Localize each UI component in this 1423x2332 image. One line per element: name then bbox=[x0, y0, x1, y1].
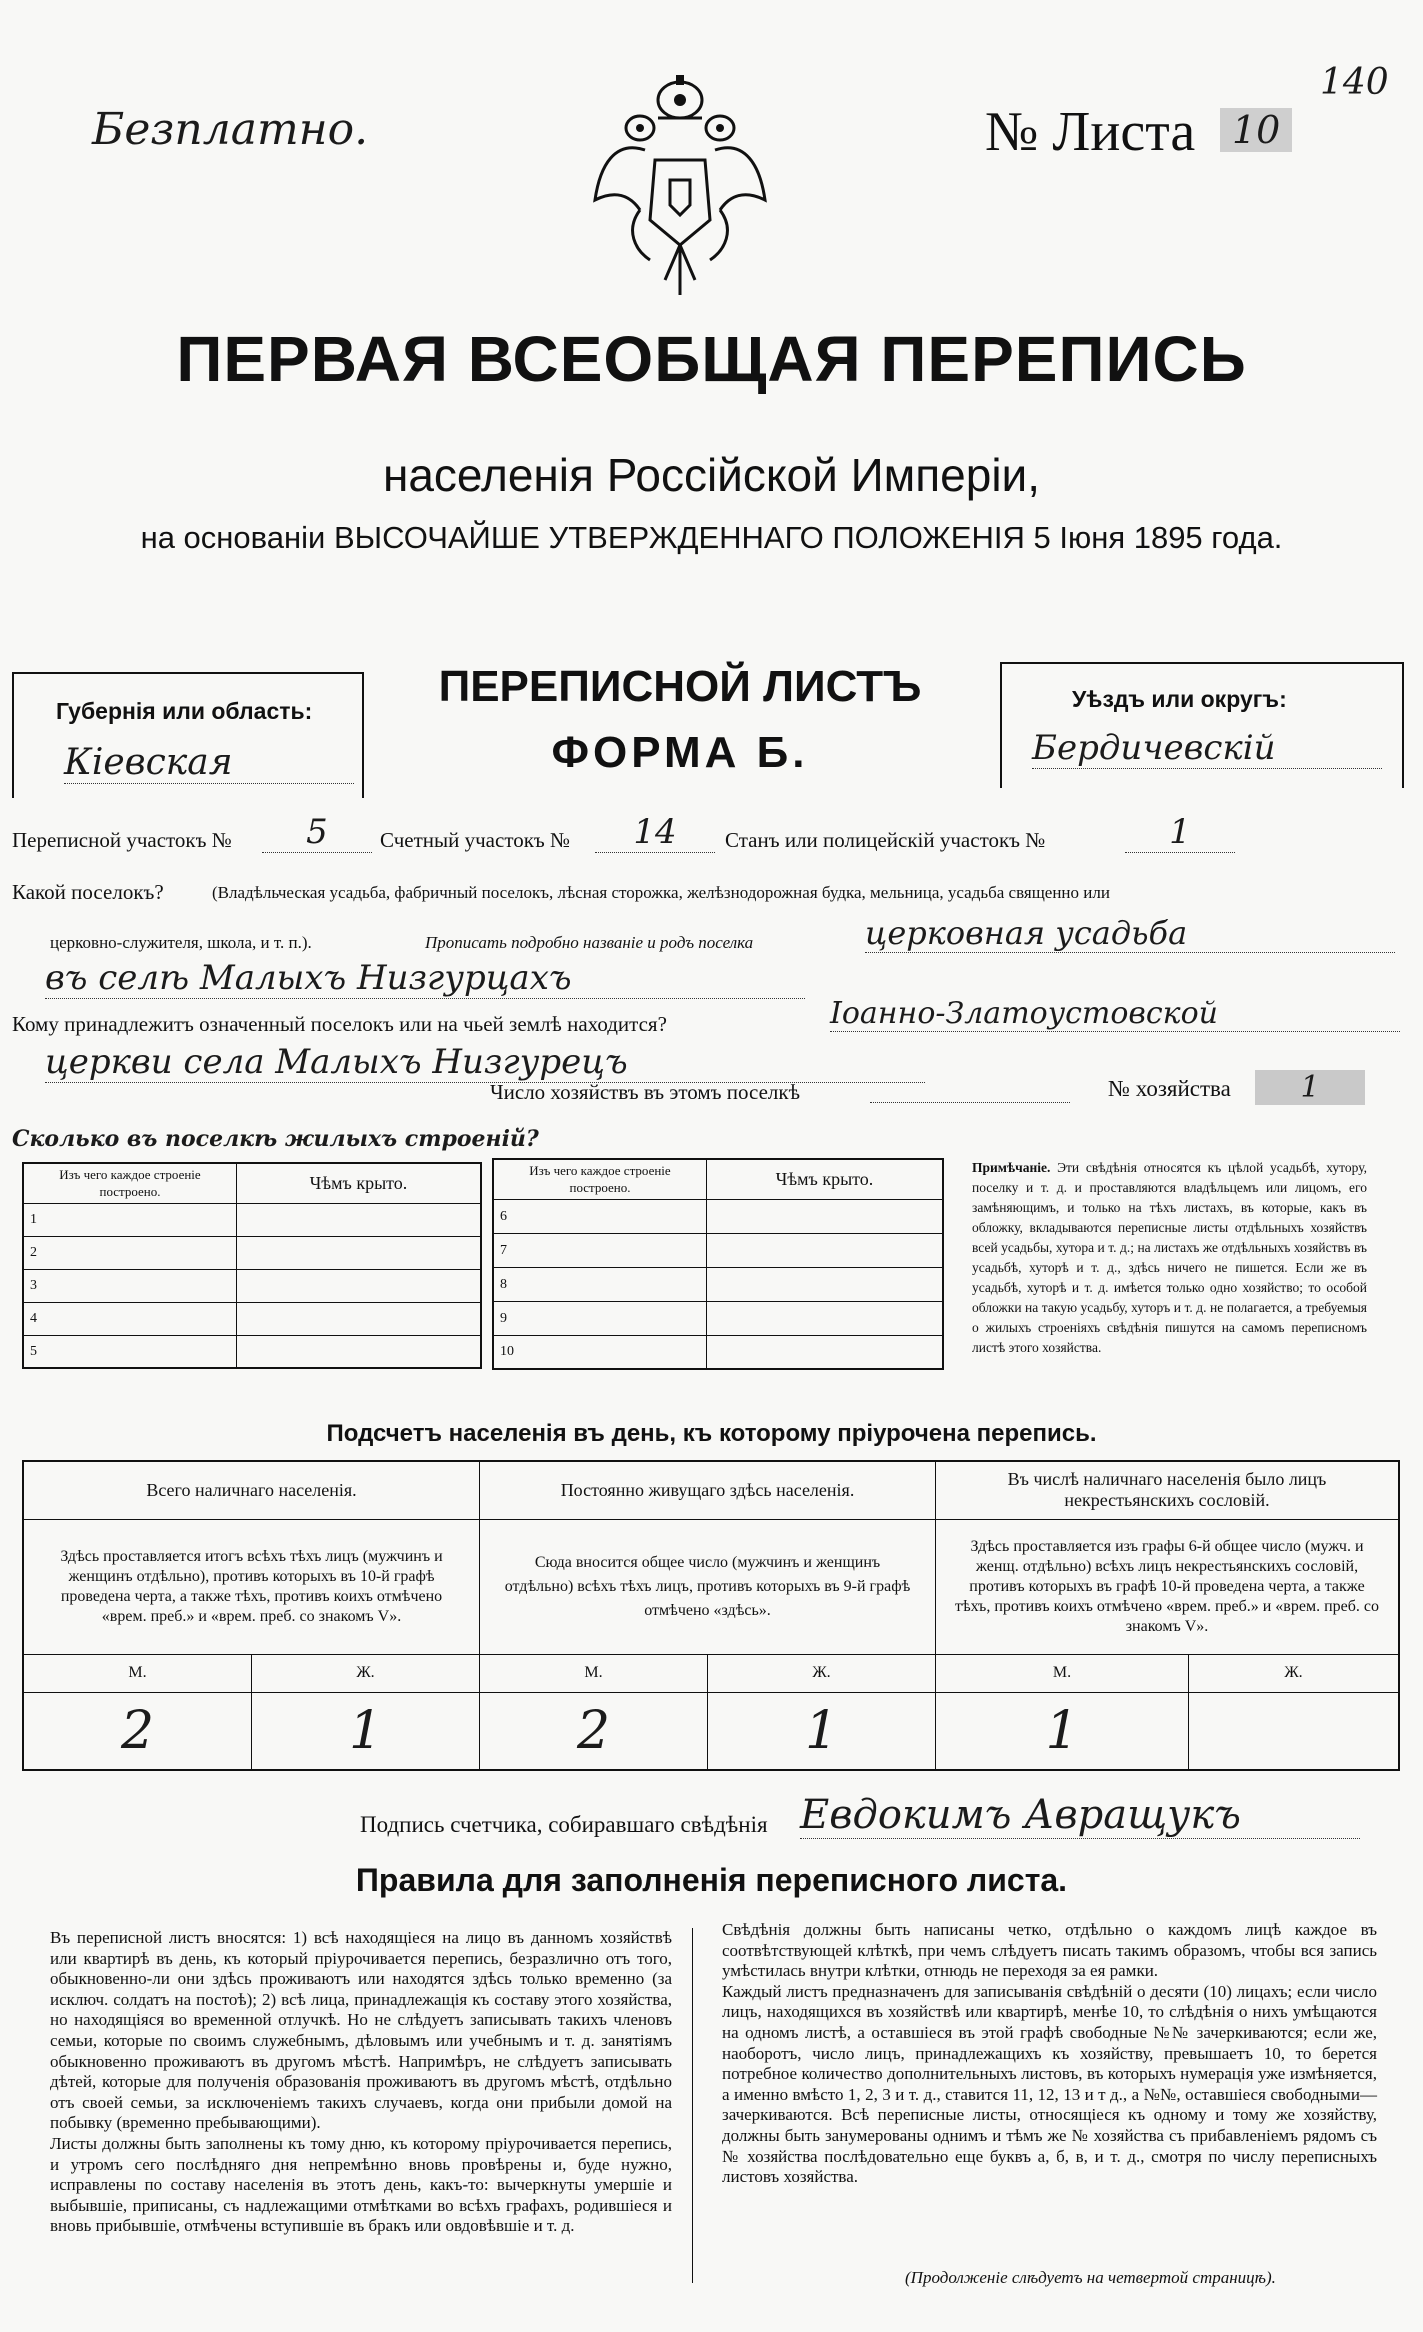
count-desc-total: Здѣсь проставляется итогъ всѣхъ тѣхъ лицъ (мужчинъ и женщинъ отдѣльно), противъ которыхъ въ 10-й графѣ проведена черта, а также тѣхъ, противъ коихъ отмѣчено «врем. преб.» и «врем. преб. со знакомъ V». bbox=[23, 1519, 480, 1654]
rules-continuation: (Продолженіе слѣдуетъ на четвертой страницѣ). bbox=[905, 2268, 1276, 2287]
double-headed-eagle-icon bbox=[585, 70, 775, 320]
signature-label: Подпись счетчика, собиравшаго свѣдѣнія bbox=[360, 1812, 768, 1837]
count-value-noncrestyan-zh[interactable] bbox=[1189, 1692, 1400, 1770]
page-subtitle: населенія Россійской Имперіи, bbox=[382, 449, 1041, 501]
count-col-total: Всего наличнаго населенія. bbox=[23, 1461, 480, 1519]
households-value[interactable] bbox=[870, 1100, 1070, 1103]
table-row[interactable]: 4 bbox=[23, 1302, 237, 1335]
buildings-label: Сколько въ поселкѣ жилыхъ строеній? bbox=[12, 1126, 539, 1152]
perepisnoy-label: Переписной участокъ № bbox=[12, 828, 232, 852]
page-title: ПЕРВАЯ ВСЕОБЩАЯ ПЕРЕПИСЬ bbox=[176, 323, 1247, 395]
owner-value-1[interactable]: Іоанно-Златоустовской bbox=[830, 996, 1400, 1032]
uezd-box bbox=[1000, 662, 1404, 788]
count-desc-noncrestyan: Здѣсь проставляется изъ графы 6-й общее число (мужч. и женщ. отдѣльно) всѣхъ лицъ некрестьянскихъ сословій, противъ которыхъ въ графѣ 10-й проведена черта, а также тѣхъ, противъ коихъ отмѣчено «врем. преб.» и «врем. преб. со знакомъ V». bbox=[936, 1519, 1400, 1654]
count-desc-permanent: Сюда вносится общее число (мужчинъ и женщинъ отдѣльно) всѣхъ тѣхъ лицъ, противъ которыхъ въ 9-й графѣ отмѣчено «здѣсь». bbox=[480, 1519, 936, 1654]
rules-heading: Правила для заполненія переписного листа. bbox=[355, 1862, 1068, 1898]
poselok-hint: (Владѣльческая усадьба, фабричный поселокъ, лѣсная сторожка, желѣзнодорожная будка, мельница, усадьба священно или bbox=[212, 883, 1110, 902]
count-value-noncrestyan-m[interactable]: 1 bbox=[936, 1692, 1189, 1770]
buildings-table-right bbox=[492, 1158, 944, 1370]
signature-value[interactable]: Евдокимъ Авращукъ bbox=[800, 1792, 1360, 1839]
household-number-value[interactable]: 1 bbox=[1255, 1070, 1365, 1105]
table-row[interactable]: 9 bbox=[493, 1301, 707, 1335]
stan-value[interactable]: 1 bbox=[1125, 812, 1235, 853]
table-row[interactable]: 2 bbox=[23, 1236, 237, 1269]
poselok-value-2[interactable]: въ селѣ Малыхъ Низгурцахъ bbox=[45, 958, 805, 999]
note-title: Примѣчаніе. bbox=[972, 1160, 1051, 1175]
count-m-header: М. bbox=[936, 1654, 1189, 1692]
table-row[interactable]: 5 bbox=[23, 1335, 237, 1368]
uezd-value[interactable]: Бердичевскій bbox=[1032, 728, 1382, 769]
rules-divider bbox=[692, 1928, 693, 2283]
poselok-label: Какой поселокъ? bbox=[12, 880, 164, 904]
count-col-permanent: Постоянно живущаго здѣсь населенія. bbox=[480, 1461, 936, 1519]
guberniya-label: Губернія или область: bbox=[56, 698, 313, 724]
guberniya-box bbox=[12, 672, 364, 798]
perepisnoy-value[interactable]: 5 bbox=[262, 812, 372, 853]
poselok-value-1[interactable]: церковная усадьба bbox=[865, 914, 1395, 953]
household-number-label: № хозяйства bbox=[1108, 1076, 1231, 1101]
corner-note: 140 bbox=[1320, 62, 1389, 103]
buildings-col-roof: Чѣмъ крыто. bbox=[237, 1163, 482, 1203]
households-label: Число хозяйствъ въ этомъ поселкѣ bbox=[490, 1080, 800, 1104]
table-row[interactable]: 7 bbox=[493, 1233, 707, 1267]
sheet-number-value: 10 bbox=[1220, 108, 1292, 152]
stan-label: Станъ или полицейскій участокъ № bbox=[725, 828, 1046, 852]
form-label: ФОРМА Б. bbox=[551, 728, 809, 777]
table-row[interactable]: 6 bbox=[493, 1199, 707, 1233]
population-count-table bbox=[22, 1460, 1400, 1771]
count-col-noncrestyan: Въ числѣ наличнаго населенія было лицъ некрестьянскихъ сословій. bbox=[936, 1461, 1400, 1519]
schetny-value[interactable]: 14 bbox=[595, 812, 715, 853]
buildings-col-material: Изъ чего каждое строеніе построено. bbox=[23, 1163, 237, 1203]
count-value-permanent-m[interactable]: 2 bbox=[480, 1692, 708, 1770]
sheet-number-label: № Листа bbox=[985, 101, 1196, 163]
count-value-total-m[interactable]: 2 bbox=[23, 1692, 252, 1770]
poselok-hint-3: Прописать подробно названіе и родъ поселка bbox=[425, 933, 754, 952]
table-row[interactable]: 10 bbox=[493, 1335, 707, 1369]
rules-left-text: Въ переписной листъ вносятся: 1) всѣ находящіеся на лицо въ данномъ хозяйствѣ или квартирѣ въ день, къ который пріурочивается перепись, безразлично отъ того, обыкновенно-ли они здѣсь проживаютъ или находятся здѣсь только временно (за исключ. солдатъ на постоѣ); 2) всѣ лица, принадлежащія къ составу этого хозяйства, но находящіяся во временной отлучкѣ. Но не слѣдуетъ записывать такихъ членовъ семьи, которые по своимъ служебнымъ, дѣловымъ или учебнымъ и т. д. занятіямъ обыкновенно проживаютъ въ другомъ мѣстѣ. Напримѣръ, не слѣдуетъ записывать дѣтей, которые для полученія образованія проживаютъ въ другомъ мѣстѣ, отдѣльно отъ своей семьи, за исключеніемъ такихъ случаевъ, когда они прибыли домой на побывку (временно пребывающими). Листы должны быть заполнены къ тому дню, къ которому пріурочивается перепись, и утромъ сего послѣдняго дня непремѣнно вновь провѣрены и, буде нужно, исправлены по составу населенія въ этотъ день, какъ-то: вычеркнуты умершіе и выбывшіе, приписаны, съ надлежащими отмѣтками во всѣхъ графахъ, родившіеся и вновь прибывшіе, отмѣчены вступившіе въ бракъ или овдовѣвшіе и т. д. bbox=[50, 1928, 672, 2236]
count-value-permanent-zh[interactable]: 1 bbox=[708, 1692, 936, 1770]
schetny-label: Счетный участокъ № bbox=[380, 828, 571, 852]
free-label: Безплатно. bbox=[92, 104, 369, 155]
note-block bbox=[972, 1158, 1367, 1358]
rules-right-text: Свѣдѣнія должны быть написаны четко, отдѣльно о каждомъ лицѣ каждое въ соотвѣтствующей клѣткѣ, при чемъ слѣдуетъ писать такимъ образомъ, чтобы вся запись умѣстилась внутри клѣтки, отнюдь не переходя за ея рамки. Каждый листъ предназначенъ для записыванія свѣдѣній о десяти (10) лицахъ; если число лицъ, находящихся въ хозяйствѣ или квартирѣ, менѣе 10, то слѣдѣнія о нихъ умѣщаются на одномъ листѣ, а оставшіеся въ этой графѣ свободные №№ зачеркиваются; если же, наоборотъ, число лицъ, принадлежащихъ къ хозяйству, превышаетъ 10, то берется потребное количество дополнительныхъ листовъ, въ которыхъ нумерація уже измѣняется, а именно вмѣсто 1, 2, 3 и т. д., ставится 11, 12, 13 и т д., а №№, оставшіеся свободными—зачеркиваются. Всѣ переписные листы, относящіеся къ одному и тому же хозяйству, должны быть занумерованы однимъ и тѣмъ же № хозяйства съ прибавленіемъ рядомъ съ № хозяйства послѣдовательно еще буквъ а, б, в, и т. д., смотря по числу переписныхъ листовъ хозяйства. bbox=[722, 1920, 1377, 2187]
count-m-header: М. bbox=[480, 1654, 708, 1692]
guberniya-value[interactable]: Кіевская bbox=[64, 742, 354, 784]
buildings-col-roof: Чѣмъ крыто. bbox=[707, 1159, 944, 1199]
count-zh-header: Ж. bbox=[1189, 1654, 1400, 1692]
count-heading: Подсчетъ населенія въ день, къ которому пріурочена перепись. bbox=[326, 1420, 1097, 1447]
count-m-header: М. bbox=[23, 1654, 252, 1692]
table-row[interactable]: 1 bbox=[23, 1203, 237, 1236]
sheet-title: ПЕРЕПИСНОЙ ЛИСТЪ bbox=[438, 662, 922, 711]
note-text: Эти свѣдѣнія относятся къ цѣлой усадьбѣ, хутору, поселку и т. д. и проставляются владѣльцемъ или лицомъ, его замѣняющимъ, и только на тѣхъ листахъ, въ которые, какъ въ обложку, вкладываются переписные листы отдѣльныхъ хозяйствъ всей усадьбы, хутора и т. д.; на листахъ же отдѣльныхъ хозяйствъ въ усадьбѣ, хуторѣ и т. д., здѣсь ничего не пишется. Если же въ усадьбѣ, хуторѣ и т. д. имѣется только одно хозяйство; то особой обложки на такую усадьбу, хуторъ и т. д. не полагается, а требуемыя о жилыхъ строеніяхъ свѣдѣнія пишутся на самомъ переписномъ листѣ этого хозяйства. bbox=[972, 1160, 1367, 1355]
owner-label: Кому принадлежитъ означенный поселокъ или на чьей землѣ находится? bbox=[12, 1012, 667, 1036]
count-zh-header: Ж. bbox=[708, 1654, 936, 1692]
count-zh-header: Ж. bbox=[252, 1654, 480, 1692]
buildings-table-left bbox=[22, 1162, 482, 1369]
table-row[interactable]: 8 bbox=[493, 1267, 707, 1301]
poselok-hint-2: церковно-служителя, школа, и т. п.). bbox=[50, 933, 312, 952]
owner-value-2[interactable]: церкви села Малыхъ Низгурецъ bbox=[45, 1042, 925, 1083]
legal-basis: на основаніи ВЫСОЧАЙШЕ УТВЕРЖДЕННАГО ПОЛОЖЕНІЯ 5 Іюня 1895 года. bbox=[140, 520, 1283, 555]
buildings-col-material: Изъ чего каждое строеніе построено. bbox=[493, 1159, 707, 1199]
table-row[interactable]: 3 bbox=[23, 1269, 237, 1302]
uezd-label: Уѣздъ или округъ: bbox=[1072, 686, 1287, 712]
count-value-total-zh[interactable]: 1 bbox=[252, 1692, 480, 1770]
